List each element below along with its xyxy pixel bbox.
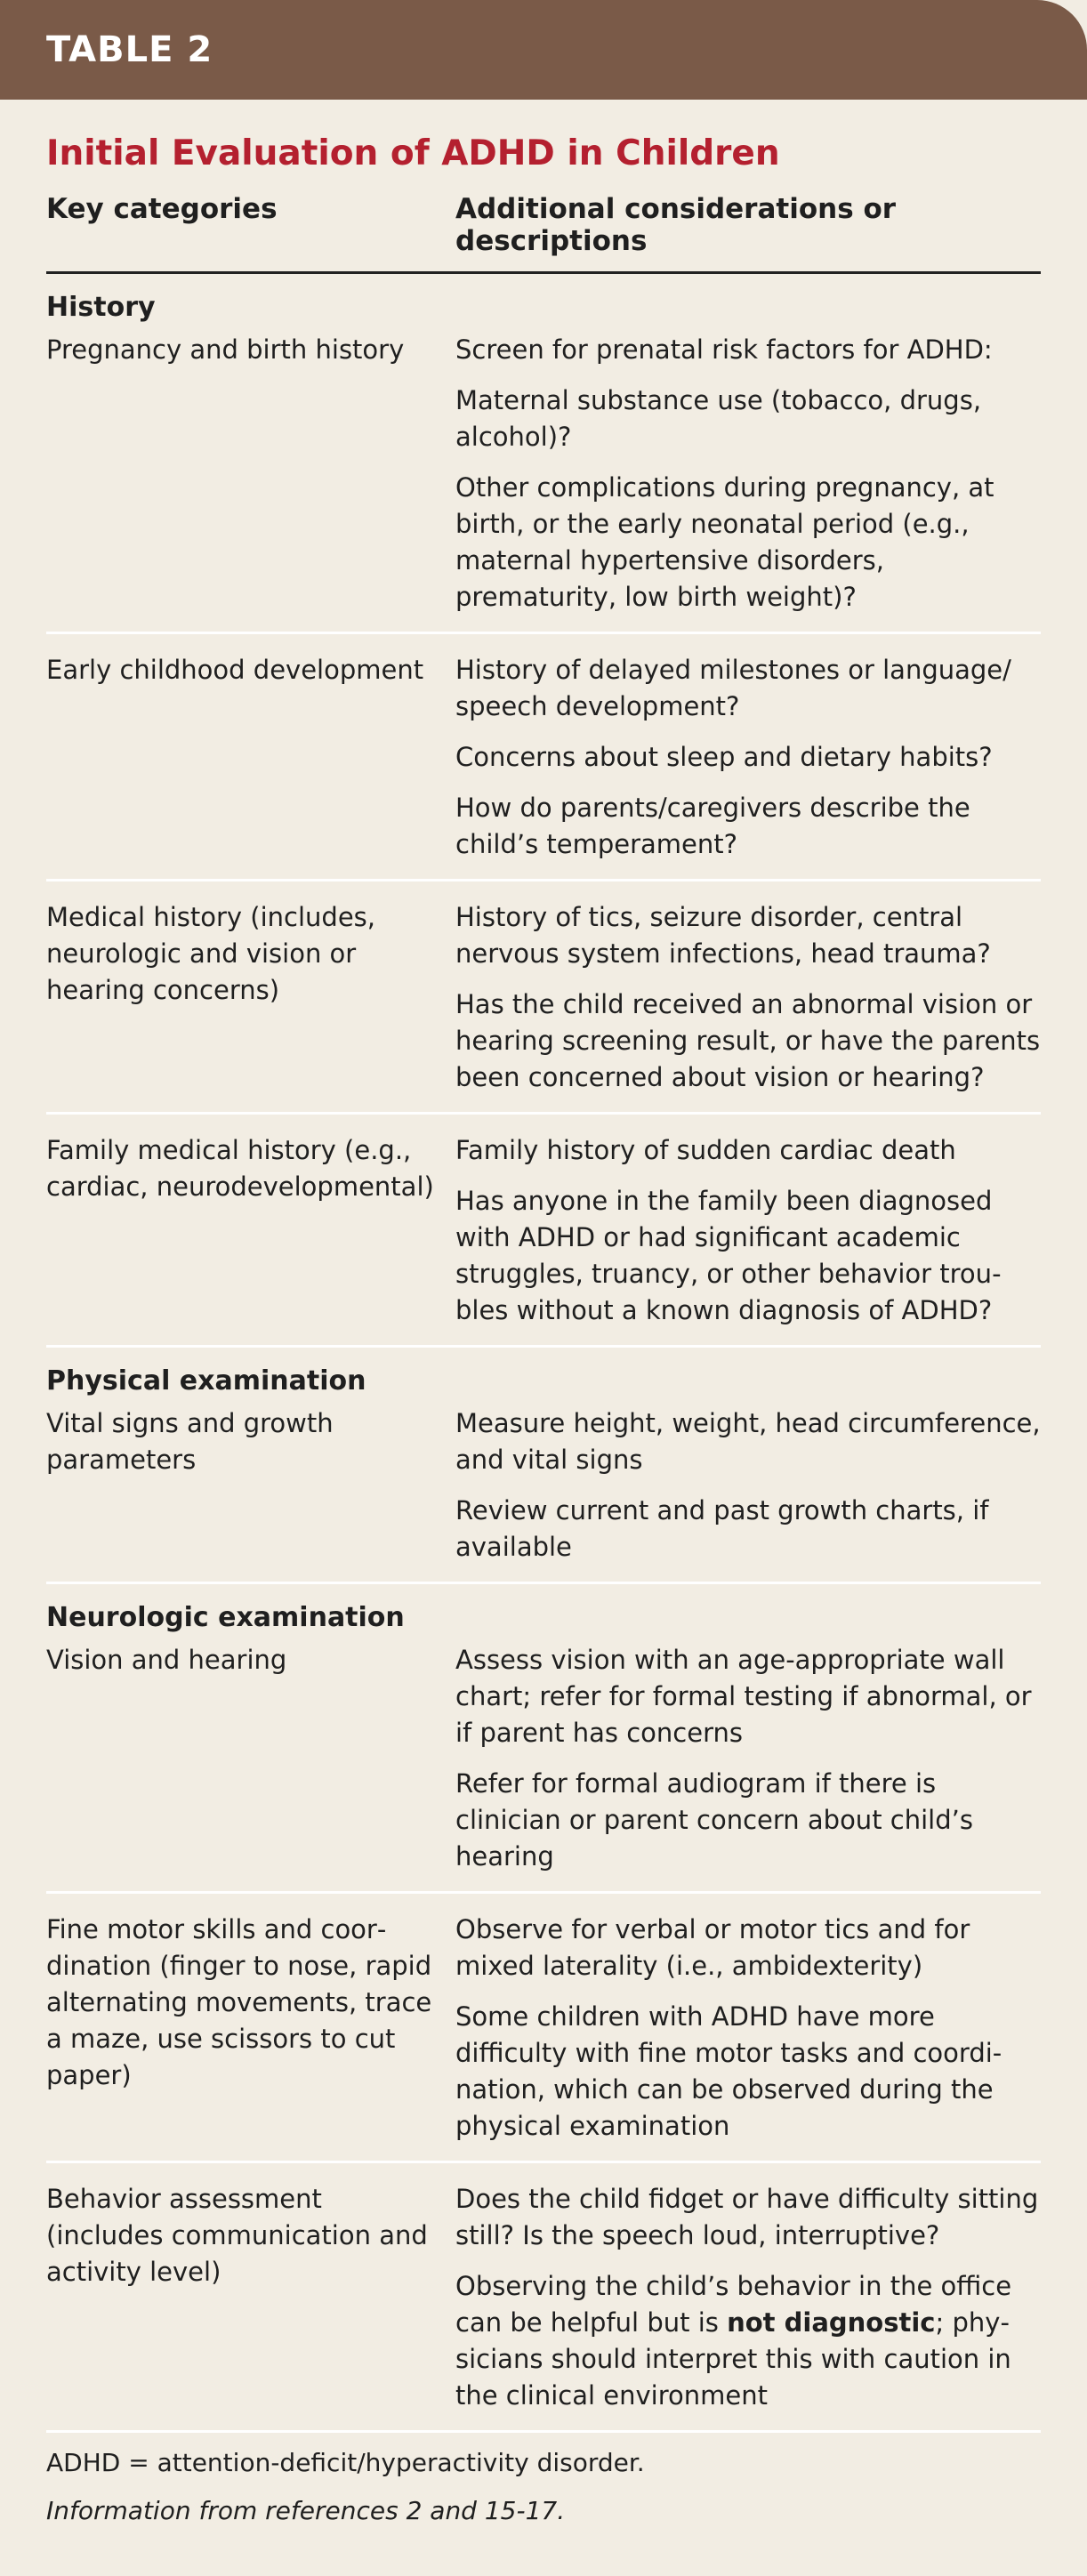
row-details bbox=[455, 1642, 1041, 1875]
table-header-band bbox=[0, 0, 1087, 100]
neuro-exam-section bbox=[46, 1584, 1041, 1894]
row-category: Medical history (includes, neurologic and vision or hearing concerns) bbox=[46, 902, 375, 1005]
table-row bbox=[46, 1132, 1041, 1329]
row-details bbox=[455, 652, 1041, 863]
column-header-considerations: Additional considerations or descriptions bbox=[455, 193, 897, 257]
row-detail-item: Does the child fidget or have difficulty sitting still? Is the speech loud, interruptive? bbox=[455, 2184, 1039, 2250]
section-heading: Physical examination bbox=[46, 1365, 366, 1397]
table-label: TABLE 2 bbox=[46, 29, 213, 70]
row-detail-item: Measure height, weight, head circumference, and vital signs bbox=[455, 1408, 1041, 1475]
row-category: Family medical history (e.g., cardiac, neurodevelopmental) bbox=[46, 1135, 434, 1202]
row-category: Behavior assessment (includes communication and activity level) bbox=[46, 2184, 428, 2287]
row-detail-item: Some children with ADHD have more difficulty with fine motor tasks and coordination, which can be observed during the physical examination bbox=[455, 2001, 1002, 2141]
row-category: Early childhood development bbox=[46, 655, 424, 685]
row-category: Fine motor skills and coordination (finger to nose, rapid alternating movements, trace a maze, use scissors to cut paper) bbox=[46, 1914, 432, 2090]
table-title: Initial Evaluation of ADHD in Children bbox=[46, 133, 780, 173]
history-section bbox=[46, 274, 1041, 634]
row-details bbox=[455, 1405, 1041, 1566]
abbreviation-note: ADHD = attention-deficit/hyperactivity disorder. bbox=[46, 2448, 645, 2477]
table-row bbox=[46, 2181, 1041, 2414]
row-detail-item: History of tics, seizure disorder, central nervous system infections, head trauma? bbox=[455, 902, 991, 969]
table-row bbox=[46, 1642, 1041, 1875]
history-section-row bbox=[46, 881, 1041, 1115]
row-detail-item: Assess vision with an age-appropriate wall chart; refer for formal testing if abnormal, or if parent has concerns bbox=[455, 1645, 1032, 1748]
row-detail-item: Has anyone in the family been diagnosed with ADHD or had significant academic struggles, truancy, or other behavior troubles without a known diagnosis of ADHD? bbox=[455, 1186, 1002, 1325]
row-detail-item: Screen for prenatal risk factors for ADHD: bbox=[455, 334, 993, 365]
table-row bbox=[46, 332, 1041, 616]
table-row bbox=[46, 899, 1041, 1096]
table-row bbox=[46, 1405, 1041, 1566]
row-detail-item: Other complications during pregnancy, at birth, or the early neonatal period (e.g., maternal hypertensive disorders, prematurity, low birth weight)? bbox=[455, 472, 994, 612]
row-detail-item: Refer for formal audiogram if there is clinician or parent concern about child’s hearing bbox=[455, 1768, 973, 1872]
emphasis-text: not diagnostic bbox=[727, 2307, 936, 2338]
row-details bbox=[455, 1132, 1041, 1329]
row-detail-item: Family history of sudden cardiac death bbox=[455, 1135, 956, 1165]
row-detail-item: Review current and past growth charts, if available bbox=[455, 1495, 989, 1562]
row-category: Pregnancy and birth history bbox=[46, 334, 405, 365]
section-heading: History bbox=[46, 292, 156, 323]
column-header-key-categories: Key categories bbox=[46, 193, 278, 225]
row-detail-item: Concerns about sleep and dietary habits? bbox=[455, 742, 993, 772]
row-detail-item bbox=[455, 2268, 1041, 2414]
row-detail-item: Observe for verbal or motor tics and for mixed laterality (i.e., ambidexterity) bbox=[455, 1914, 970, 1981]
history-section-row bbox=[46, 1115, 1041, 1348]
neuro-section-row bbox=[46, 2163, 1041, 2433]
column-headers bbox=[46, 193, 1041, 274]
source-note: Information from references 2 and 15-17. bbox=[46, 2496, 566, 2525]
history-section-row bbox=[46, 634, 1041, 881]
detail-text: Observing the child’s behavior in the office can be helpful but is bbox=[455, 2271, 1012, 2338]
section-heading: Neurologic examination bbox=[46, 1602, 405, 1633]
row-details bbox=[455, 1912, 1041, 2145]
detail-text: ; physicians should interpret this with caution in the clinical environment bbox=[455, 2307, 1011, 2411]
table-row bbox=[46, 652, 1041, 863]
row-detail-item: Maternal substance use (tobacco, drugs, alcohol)? bbox=[455, 385, 982, 452]
row-category: Vision and hearing bbox=[46, 1645, 287, 1675]
table-content bbox=[0, 100, 1087, 2529]
row-detail-item: History of delayed milestones or language/ speech development? bbox=[455, 655, 1011, 721]
neuro-section-row bbox=[46, 1894, 1041, 2163]
table-row bbox=[46, 1912, 1041, 2145]
row-details bbox=[455, 332, 1041, 616]
row-detail-item: How do parents/caregivers describe the child’s temperament? bbox=[455, 793, 970, 859]
physical-exam-section bbox=[46, 1348, 1041, 1584]
row-detail-item: Has the child received an abnormal vision or hearing screening result, or have the parents been concerned about vision or hearing? bbox=[455, 989, 1041, 1092]
row-details bbox=[455, 899, 1041, 1096]
row-details bbox=[455, 2181, 1041, 2414]
table-footer bbox=[46, 2433, 1041, 2529]
row-category: Vital signs and growth parameters bbox=[46, 1408, 334, 1475]
